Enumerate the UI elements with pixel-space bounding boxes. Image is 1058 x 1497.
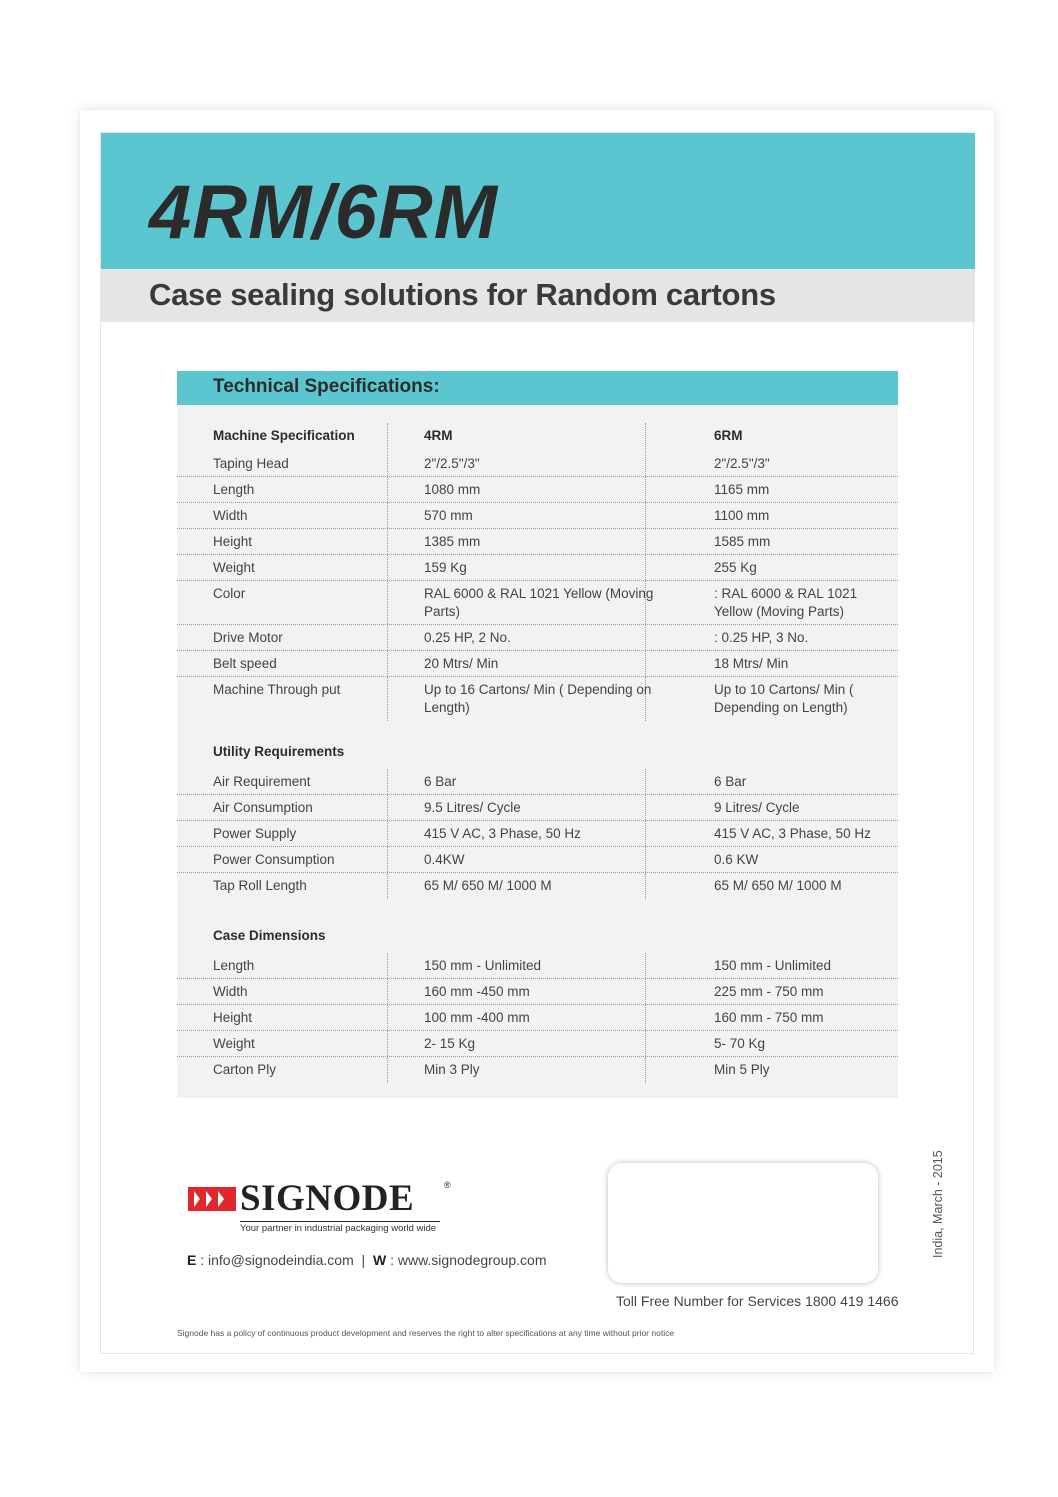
table-row bbox=[177, 821, 898, 847]
logo-wordmark: SIGNODE bbox=[240, 1178, 415, 1219]
table-row bbox=[177, 651, 898, 677]
column-divider bbox=[387, 795, 388, 820]
column-divider bbox=[387, 503, 388, 528]
brochure-page bbox=[80, 110, 994, 1372]
column-divider bbox=[387, 555, 388, 580]
table-row bbox=[177, 1005, 898, 1031]
value-6rm-cell: 1100 mm bbox=[714, 508, 770, 523]
subtitle-band bbox=[101, 269, 975, 322]
spec-label-cell: Width bbox=[213, 984, 248, 999]
value-4rm-cell: 1080 mm bbox=[424, 482, 481, 497]
table-row bbox=[177, 581, 898, 625]
column-divider bbox=[387, 581, 388, 624]
value-4rm-cell: 0.4KW bbox=[424, 852, 465, 867]
column-divider bbox=[387, 423, 388, 449]
utility-section-title: Utility Requirements bbox=[213, 744, 345, 759]
spec-label-cell: Height bbox=[213, 534, 253, 549]
spec-section-title: Technical Specifications: bbox=[213, 376, 440, 397]
column-divider bbox=[387, 1057, 388, 1083]
spec-label-cell: Tap Roll Length bbox=[213, 878, 307, 893]
column-divider bbox=[387, 677, 388, 721]
email-label: E bbox=[187, 1252, 197, 1268]
value-6rm-cell: 0.6 KW bbox=[714, 852, 759, 867]
spec-label-cell: Width bbox=[213, 508, 248, 523]
column-divider bbox=[387, 953, 388, 978]
table-row bbox=[177, 503, 898, 529]
value-6rm-cell: 1585 mm bbox=[714, 534, 771, 549]
spec-label-cell: Taping Head bbox=[213, 456, 289, 471]
column-divider bbox=[387, 451, 388, 476]
value-6rm-cell: 160 mm - 750 mm bbox=[714, 1010, 824, 1025]
logo-tagline: Your partner in industrial packaging world wide bbox=[240, 1223, 437, 1234]
value-4rm-cell: 160 mm -450 mm bbox=[424, 984, 530, 999]
column-divider bbox=[387, 847, 388, 872]
value-6rm-cell: 6 Bar bbox=[714, 774, 747, 789]
table-row bbox=[177, 625, 898, 651]
email-link[interactable]: info@signodeindia.com bbox=[208, 1252, 354, 1268]
table-row bbox=[177, 795, 898, 821]
value-6rm-cell: 225 mm - 750 mm bbox=[714, 984, 824, 999]
value-4rm-cell: 1385 mm bbox=[424, 534, 481, 549]
spec-label-cell: Weight bbox=[213, 1036, 255, 1051]
page-subtitle: Case sealing solutions for Random cartons bbox=[149, 277, 776, 312]
value-6rm-cell: Up to 10 Cartons/ Min ( Depending on Length) bbox=[714, 682, 854, 715]
table-row bbox=[177, 677, 898, 721]
value-4rm-cell: 0.25 HP, 2 No. bbox=[424, 630, 511, 645]
disclaimer-text: Signode has a policy of continuous product development and reserves the right to alter specifications at any time without prior notice bbox=[177, 1328, 675, 1338]
value-6rm-cell: 5- 70 Kg bbox=[714, 1036, 766, 1051]
table-row bbox=[177, 477, 898, 503]
spec-label-cell: Carton Ply bbox=[213, 1062, 277, 1077]
table-row bbox=[177, 529, 898, 555]
technical-specifications-table bbox=[177, 371, 898, 1098]
table-row bbox=[177, 847, 898, 873]
column-divider bbox=[387, 651, 388, 676]
spec-label-cell: Length bbox=[213, 958, 255, 973]
value-4rm-cell: 9.5 Litres/ Cycle bbox=[424, 800, 521, 815]
value-6rm-cell: : RAL 6000 & RAL 1021 Yellow (Moving Parts) bbox=[714, 586, 858, 619]
value-6rm-cell: 65 M/ 650 M/ 1000 M bbox=[714, 878, 842, 893]
value-4rm-cell: 2- 15 Kg bbox=[424, 1036, 476, 1051]
page-frame bbox=[100, 132, 974, 1354]
value-6rm-cell: Min 5 Ply bbox=[714, 1062, 770, 1077]
spec-label-cell: Machine Through put bbox=[213, 682, 341, 697]
value-6rm-cell: 2"/2.5"/3" bbox=[714, 456, 770, 471]
value-6rm-cell: 9 Litres/ Cycle bbox=[714, 800, 800, 815]
column-divider bbox=[387, 979, 388, 1004]
dealer-stamp-box bbox=[608, 1163, 878, 1283]
value-4rm-cell: 150 mm - Unlimited bbox=[424, 958, 542, 973]
value-4rm-cell: 65 M/ 650 M/ 1000 M bbox=[424, 878, 552, 893]
spec-label-cell: Power Consumption bbox=[213, 852, 335, 867]
column-divider bbox=[387, 625, 388, 650]
header-cell-4rm: 4RM bbox=[424, 428, 453, 443]
value-4rm-cell: Min 3 Ply bbox=[424, 1062, 480, 1077]
table-row bbox=[177, 451, 898, 477]
column-divider bbox=[387, 477, 388, 502]
table-row bbox=[177, 769, 898, 795]
title-band bbox=[101, 133, 975, 269]
contact-line: E : info@signodeindia.com | W : www.signodegroup.com bbox=[187, 1252, 547, 1268]
publication-date: India, March - 2015 bbox=[931, 1150, 945, 1258]
value-6rm-cell: 150 mm - Unlimited bbox=[714, 958, 832, 973]
spec-label-cell: Belt speed bbox=[213, 656, 277, 671]
spec-label-cell: Height bbox=[213, 1010, 253, 1025]
header-cell-spec: Machine Specification bbox=[213, 428, 355, 443]
case-section-title: Case Dimensions bbox=[213, 928, 326, 943]
value-6rm-cell: 18 Mtrs/ Min bbox=[714, 656, 789, 671]
column-divider bbox=[387, 769, 388, 794]
value-6rm-cell: 1165 mm bbox=[714, 482, 770, 497]
website-link[interactable]: www.signodegroup.com bbox=[397, 1252, 547, 1268]
spec-label-cell: Power Supply bbox=[213, 826, 297, 841]
spec-label-cell: Weight bbox=[213, 560, 255, 575]
logo-underline bbox=[240, 1221, 440, 1222]
signode-emblem-icon bbox=[188, 1185, 236, 1213]
value-4rm-cell: 2"/2.5"/3" bbox=[424, 456, 480, 471]
value-4rm-cell: 570 mm bbox=[424, 508, 473, 523]
column-divider bbox=[387, 529, 388, 554]
value-4rm-cell: Up to 16 Cartons/ Min ( Depending on Length) bbox=[424, 682, 652, 715]
value-4rm-cell: RAL 6000 & RAL 1021 Yellow (Moving Parts) bbox=[424, 586, 654, 619]
spec-label-cell: Air Requirement bbox=[213, 774, 311, 789]
model-title: 4RM/6RM bbox=[149, 170, 499, 255]
registered-mark: ® bbox=[444, 1180, 451, 1190]
signode-logo bbox=[188, 1178, 458, 1245]
value-4rm-cell: 100 mm -400 mm bbox=[424, 1010, 530, 1025]
column-divider bbox=[387, 821, 388, 846]
table-row bbox=[177, 1057, 898, 1083]
table-row bbox=[177, 555, 898, 581]
column-divider bbox=[387, 1031, 388, 1056]
table-header-row bbox=[177, 423, 898, 449]
column-divider bbox=[387, 1005, 388, 1030]
value-6rm-cell: 255 Kg bbox=[714, 560, 757, 575]
table-row bbox=[177, 953, 898, 979]
spec-label-cell: Drive Motor bbox=[213, 630, 283, 645]
column-divider bbox=[387, 873, 388, 899]
value-4rm-cell: 20 Mtrs/ Min bbox=[424, 656, 499, 671]
web-label: W bbox=[372, 1252, 387, 1268]
table-row bbox=[177, 873, 898, 899]
value-4rm-cell: 6 Bar bbox=[424, 774, 457, 789]
toll-free-number: Toll Free Number for Services 1800 419 1466 bbox=[616, 1293, 899, 1309]
value-4rm-cell: 159 Kg bbox=[424, 560, 467, 575]
table-row bbox=[177, 979, 898, 1005]
table-row bbox=[177, 1031, 898, 1057]
header-cell-6rm: 6RM bbox=[714, 428, 743, 443]
value-4rm-cell: 415 V AC, 3 Phase, 50 Hz bbox=[424, 826, 581, 841]
spec-label-cell: Length bbox=[213, 482, 255, 497]
value-6rm-cell: : 0.25 HP, 3 No. bbox=[714, 630, 809, 645]
spec-header-bar bbox=[177, 371, 898, 405]
value-6rm-cell: 415 V AC, 3 Phase, 50 Hz bbox=[714, 826, 871, 841]
spec-label-cell: Color bbox=[213, 586, 246, 601]
spec-label-cell: Air Consumption bbox=[213, 800, 313, 815]
